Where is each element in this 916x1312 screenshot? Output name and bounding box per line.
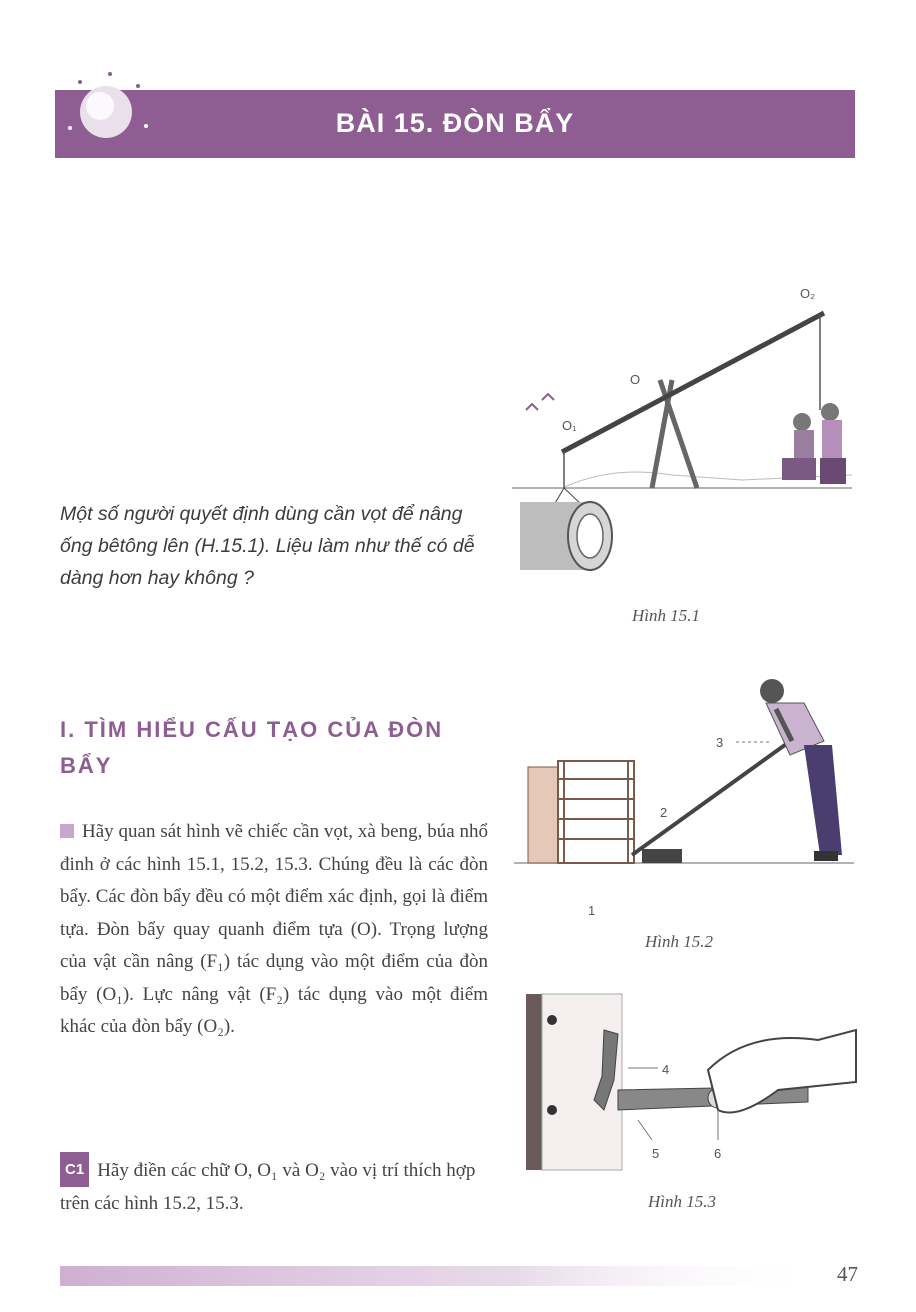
- footer-decoration: [60, 1262, 820, 1290]
- label-2: 2: [660, 805, 668, 820]
- label-4: 4: [662, 1062, 670, 1077]
- c1-text: Hãy điền các chữ O, O₁ và O₂ vào vị trí thích hợp trên các hình 15.2, 15.3.: [60, 1160, 476, 1214]
- fulcrum-block: [642, 849, 682, 863]
- wooden-board: [526, 994, 542, 1170]
- wooden-crate: [528, 761, 634, 863]
- man-pushing-crowbar: [760, 679, 842, 861]
- paragraph-text: Hãy quan sát hình vẽ chiếc cần vọt, xà beng, búa nhổ đinh ở các hình 15.1, 15.2, 15.3. Chúng đều là các đòn bẩy. Các đòn bẩy đều có một điểm xác định, gọi là điểm tựa. Đòn bẩy quay quanh điểm tựa (O). Trọng lượng của vật cần nâng (F₁) tác dụng vào một điểm của đòn bẩy (O₁). Lực nâng vật (F₂) tác dụng vào một điểm khác của đòn bẩy (O₂).: [60, 821, 488, 1037]
- lesson-title-banner: [55, 90, 855, 158]
- lesson-title: BÀI 15. ĐÒN BẨY: [335, 108, 575, 138]
- crowbar: [632, 737, 796, 855]
- figure-15-3: [518, 990, 863, 1180]
- label-o: O: [630, 372, 641, 387]
- label-o2: O₂: [800, 286, 816, 301]
- label-1: 1: [588, 903, 596, 918]
- birds-icon: [526, 394, 554, 410]
- question-c1: [60, 1152, 500, 1220]
- page-number: 47: [837, 1262, 858, 1286]
- figure-caption: Hình 15.3: [648, 1192, 716, 1211]
- section-paragraph: [60, 816, 488, 1044]
- figure-caption: Hình 15.2: [645, 932, 713, 951]
- label-5: 5: [652, 1146, 660, 1161]
- label-6: 6: [714, 1146, 722, 1161]
- bullet-square-icon: [60, 824, 74, 838]
- people-pulling-rope: [782, 403, 846, 484]
- label-3: 3: [716, 735, 724, 750]
- figure-caption: Hình 15.1: [632, 606, 700, 625]
- intro-question: Một số người quyết định dùng cần vọt để nâng ống bêtông lên (H.15.1). Liệu làm như thế có dễ dàng hơn hay không ?: [60, 503, 475, 589]
- lever-beam: [562, 313, 824, 452]
- figure-15-1: [512, 280, 862, 600]
- figure-15-2: [514, 675, 859, 925]
- section-heading: I. TÌM HIỂU CẤU TẠO CỦA ĐÒN BẨY: [60, 717, 444, 778]
- label-o1: O₁: [562, 418, 577, 433]
- globe-icon: [60, 70, 156, 150]
- c1-badge: C1: [60, 1152, 89, 1187]
